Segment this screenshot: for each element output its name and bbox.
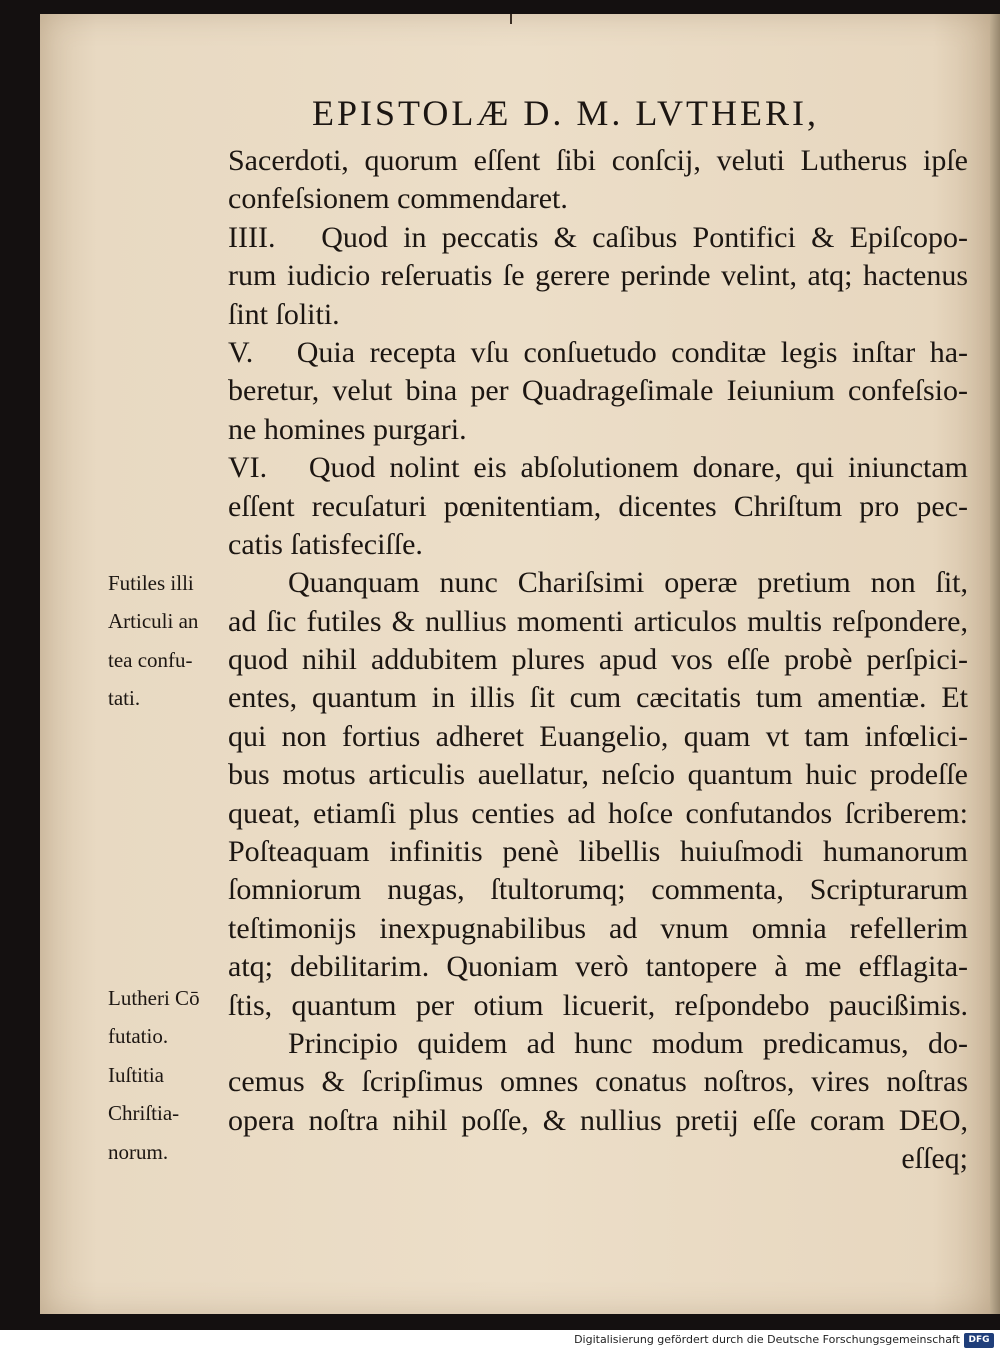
marginal-line: Futiles illi xyxy=(108,571,194,595)
marginal-line: Iuſtitia xyxy=(108,1063,164,1087)
text-line: rum iudicio reſeruatis ſe gerere perinde velint, atq; hactenus xyxy=(228,259,968,293)
text-line: qui non fortius adheret Euangelio, quam vt tam infœlici- xyxy=(228,719,968,753)
text-line: atq; debilitarim. Quoniam verò tantopere à me efflagita- xyxy=(228,950,968,984)
text-line: queat, etiamſi plus centies ad hoſce confutandos ſcriberem: xyxy=(228,796,968,830)
marginal-line: futatio. xyxy=(108,1024,169,1049)
text-line: Principio quidem ad hunc modum predicamus, do- xyxy=(288,1026,968,1060)
text-line: IIII. Quod in peccatis & caſibus Pontifici & Epiſcopo- xyxy=(228,220,968,254)
marginal-note-lutheri xyxy=(108,979,233,1056)
text-line: VI. Quod nolint eis abſolutionem donare, qui iniunctam xyxy=(228,451,968,485)
funding-notice: Digitalisierung gefördert durch die Deutsche Forschungsgemeinschaft xyxy=(574,1333,960,1346)
text-line: opera noſtra nihil poſſe, & nullius pretij eſſe coram DEO, xyxy=(228,1103,968,1137)
text-line: ſtis, quantum per otium licuerit, reſpondebo paucißimis. xyxy=(228,988,968,1022)
marginal-line: Articuli an xyxy=(108,609,199,634)
text-line: confeſsionem commendaret. xyxy=(228,182,568,216)
marginal-note-iustitia xyxy=(108,1056,233,1171)
body-text xyxy=(228,142,968,1179)
text-line: ne homines purgari. xyxy=(228,412,467,446)
text-line: Quanquam nunc Chariſsimi operæ pretium non ſit, xyxy=(288,566,968,600)
text-line: quod nihil addubitem plures apud vos eſſe probè perſpici- xyxy=(228,643,968,677)
marginal-note-futiles xyxy=(108,564,233,718)
text-line: ſomniorum nugas, ſtultorumq; commenta, Scripturarum xyxy=(228,873,968,907)
book-page xyxy=(40,14,990,1314)
text-line: Sacerdoti, quorum eſſent ſibi conſcij, veluti Lutherus ipſe xyxy=(228,144,968,177)
text-line: ſint ſoliti. xyxy=(228,297,340,331)
text-line: ad ſic futiles & nullius momenti articulos multis reſpondere, xyxy=(228,604,968,638)
dfg-logo: DFG xyxy=(964,1333,994,1348)
text-line: teſtimonijs inexpugnabilibus ad vnum omnia refellerim xyxy=(228,911,968,945)
text-line: V. Quia recepta vſu conſuetudo conditæ legis inſtar ha- xyxy=(228,335,968,369)
text-line: entes, quantum in illis ſit cum cæcitatis tum amentiæ. Et xyxy=(228,681,968,715)
marginal-line: norum. xyxy=(108,1139,169,1164)
page-edge xyxy=(990,14,1000,1314)
catchword: eſſeq; xyxy=(901,1142,968,1176)
text-line: eſſent recuſaturi pœnitentiam, dicentes Chriſtum pro pec- xyxy=(228,489,968,523)
text-line: bus motus articulis auellatur, neſcio quantum huic prodeſſe xyxy=(228,758,968,792)
text-line: cemus & ſcripſimus omnes conatus noſtros, vires noſtras xyxy=(228,1065,968,1099)
text-line: beretur, velut bina per Quadrageſimale Ieiunium confeſsio- xyxy=(228,374,968,408)
marginal-line: Chriſtia- xyxy=(108,1101,180,1126)
marginal-line: Lutheri Cō xyxy=(108,986,200,1010)
marginal-line: tea confu- xyxy=(108,647,193,672)
footer-bar xyxy=(0,1330,1000,1352)
text-line: Poſteaquam infinitis penè libellis huiuſmodi humanorum xyxy=(228,835,968,869)
top-tick-mark xyxy=(510,14,512,24)
running-header: EPISTOLÆ D. M. LVTHERI, xyxy=(312,93,820,133)
text-line: catis ſatisfeciſſe. xyxy=(228,527,423,561)
marginal-line: tati. xyxy=(108,686,141,711)
